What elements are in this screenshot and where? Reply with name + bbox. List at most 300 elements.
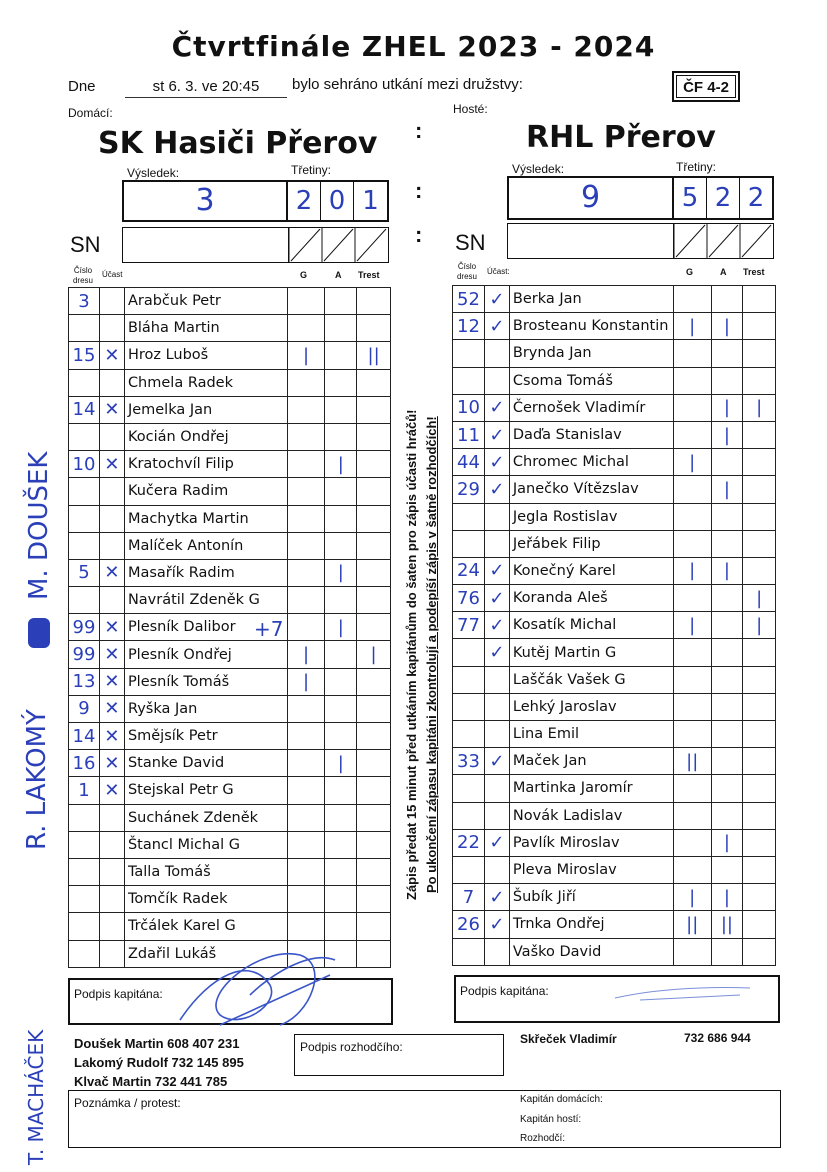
- home-score: 3: [124, 182, 288, 220]
- player-assists: [711, 530, 743, 557]
- player-name: Stejskal Petr G: [124, 777, 287, 804]
- referee-sign-box: [294, 1034, 504, 1076]
- player-name: Kučera Radim: [124, 478, 287, 505]
- player-name: Malíček Antonín: [124, 532, 287, 559]
- player-number: 5: [69, 559, 100, 586]
- home-player-row: [69, 288, 391, 315]
- player-attendance: ✓: [484, 612, 509, 639]
- colon-3: :: [415, 222, 423, 247]
- player-penalties: [357, 532, 391, 559]
- home-player-row: [69, 451, 391, 478]
- player-goals: [673, 802, 711, 829]
- player-attendance: ✓: [484, 884, 509, 911]
- away-player-row: [453, 503, 776, 530]
- referee-label: Rozhodčí:: [520, 1133, 566, 1144]
- player-assists: [711, 449, 743, 476]
- player-penalties: [743, 367, 776, 394]
- series-box: [672, 71, 740, 102]
- player-number: 10: [69, 451, 100, 478]
- player-assists: [325, 315, 357, 342]
- away-col-a: A: [720, 267, 727, 277]
- player-attendance: [99, 940, 124, 967]
- away-player-row: [453, 775, 776, 802]
- player-number: 14: [69, 723, 100, 750]
- player-attendance: ✕: [99, 342, 124, 369]
- player-number: [453, 530, 485, 557]
- player-penalties: [357, 478, 391, 505]
- player-penalties: [357, 423, 391, 450]
- player-name: Lehký Jaroslav: [509, 693, 673, 720]
- player-assists: [325, 831, 357, 858]
- player-goals: [673, 693, 711, 720]
- player-number: 9: [69, 695, 100, 722]
- player-name: Vaško David: [509, 938, 673, 965]
- player-penalties: [357, 723, 391, 750]
- player-goals: [287, 532, 325, 559]
- away-col-attend: Účast:: [487, 267, 510, 276]
- player-assists: [325, 723, 357, 750]
- player-goals: [673, 856, 711, 883]
- home-team-name: SK Hasiči Přerov: [98, 126, 378, 161]
- player-goals: [673, 286, 711, 313]
- player-attendance: ✓: [484, 476, 509, 503]
- away-sn-box: [507, 223, 774, 259]
- date-label: Dne: [68, 78, 96, 95]
- player-penalties: [743, 938, 776, 965]
- player-name: Pavlík Miroslav: [509, 829, 673, 856]
- colon-2: :: [415, 178, 423, 203]
- player-assists: |: [711, 313, 743, 340]
- away-player-row: [453, 394, 776, 421]
- colon-1: :: [415, 118, 423, 143]
- page-title: Čtvrtfinále ZHEL 2023 - 2024: [171, 30, 656, 63]
- player-penalties: [357, 587, 391, 614]
- home-player-row: [69, 587, 391, 614]
- player-number: 14: [69, 396, 100, 423]
- player-name: Janečko Vítězslav: [509, 476, 673, 503]
- player-attendance: ✓: [484, 911, 509, 938]
- player-penalties: [743, 748, 776, 775]
- player-penalties: [357, 858, 391, 885]
- player-goals: [673, 639, 711, 666]
- home-col-g: G: [300, 270, 308, 280]
- player-attendance: ✕: [99, 614, 124, 641]
- player-name: Bláha Martin: [124, 315, 287, 342]
- player-number: 3: [69, 288, 100, 315]
- player-number: [69, 804, 100, 831]
- player-penalties: [743, 721, 776, 748]
- referee-sign-label: Podpis rozhodčího:: [300, 1040, 403, 1054]
- player-attendance: [484, 802, 509, 829]
- player-number: [453, 938, 485, 965]
- away-player-row: [453, 286, 776, 313]
- player-attendance: [99, 886, 124, 913]
- player-assists: [711, 585, 743, 612]
- player-penalties: [357, 369, 391, 396]
- player-number: [453, 666, 485, 693]
- player-goals: [287, 478, 325, 505]
- player-attendance: [484, 340, 509, 367]
- margin-note-machacek: T. MACHÁČEK: [24, 1029, 48, 1165]
- player-number: 77: [453, 612, 485, 639]
- home-player-row: [69, 369, 391, 396]
- player-attendance: [99, 288, 124, 315]
- player-number: [69, 369, 100, 396]
- center-note-1: Zápis předat 15 minut před utkáním kapitánům do šaten pro zápis účasti hráčů!: [404, 409, 419, 900]
- away-player-row: [453, 449, 776, 476]
- player-attendance: [484, 775, 509, 802]
- player-goals: [673, 775, 711, 802]
- player-assists: ||: [711, 911, 743, 938]
- away-col-number: Číslo dresu: [456, 262, 477, 281]
- player-goals: |: [673, 557, 711, 584]
- player-penalties: [357, 668, 391, 695]
- player-attendance: ✕: [99, 750, 124, 777]
- player-assists: [325, 532, 357, 559]
- player-name: Ryška Jan: [124, 695, 287, 722]
- player-attendance: [99, 858, 124, 885]
- away-player-row: [453, 802, 776, 829]
- home-player-row: [69, 858, 391, 885]
- player-name: Zdařil Lukáš: [124, 940, 287, 967]
- player-goals: [673, 394, 711, 421]
- player-assists: [711, 775, 743, 802]
- away-player-row: [453, 639, 776, 666]
- player-assists: [711, 802, 743, 829]
- player-goals: [287, 369, 325, 396]
- player-number: 22: [453, 829, 485, 856]
- player-attendance: [99, 804, 124, 831]
- player-assists: [325, 858, 357, 885]
- player-attendance: [484, 666, 509, 693]
- away-player-row: [453, 693, 776, 720]
- home-sn-strikes: [289, 228, 388, 262]
- player-attendance: ✓: [484, 286, 509, 313]
- player-attendance: ✓: [484, 394, 509, 421]
- player-assists: [711, 340, 743, 367]
- home-result-label: Výsledek:: [127, 166, 180, 180]
- player-penalties: [357, 804, 391, 831]
- player-attendance: [484, 367, 509, 394]
- player-number: 24: [453, 557, 485, 584]
- player-goals: [287, 886, 325, 913]
- player-assists: [711, 286, 743, 313]
- player-penalties: |: [357, 641, 391, 668]
- player-assists: |: [325, 614, 357, 641]
- player-goals: [673, 530, 711, 557]
- player-assists: [711, 938, 743, 965]
- player-assists: [325, 288, 357, 315]
- player-number: [69, 478, 100, 505]
- away-roster-table: [452, 285, 776, 966]
- player-name: Suchánek Zdeněk: [124, 804, 287, 831]
- player-name: Jemelka Jan: [124, 396, 287, 423]
- player-name: Kosatík Michal: [509, 612, 673, 639]
- player-assists: [711, 367, 743, 394]
- player-penalties: [743, 313, 776, 340]
- player-goals: [287, 695, 325, 722]
- away-label: Hosté:: [453, 102, 488, 116]
- home-player-row: [69, 831, 391, 858]
- player-number: [453, 775, 485, 802]
- player-goals: |: [673, 612, 711, 639]
- away-player-row: [453, 666, 776, 693]
- player-assists: [711, 612, 743, 639]
- player-goals: [287, 831, 325, 858]
- player-attendance: [99, 913, 124, 940]
- away-player-row: [453, 557, 776, 584]
- player-name: Plesník Dalibor: [124, 614, 287, 641]
- away-captain-signature: [610, 980, 760, 1005]
- player-number: [453, 802, 485, 829]
- player-penalties: [357, 396, 391, 423]
- home-captain-signature: [160, 935, 350, 1035]
- away-player-row: [453, 476, 776, 503]
- contact-3: Klvač Martin 732 441 785: [74, 1074, 228, 1089]
- player-goals: [287, 723, 325, 750]
- player-number: [453, 367, 485, 394]
- player-name: Konečný Karel: [509, 557, 673, 584]
- player-goals: |: [673, 313, 711, 340]
- away-player-row: [453, 721, 776, 748]
- player-penalties: [743, 639, 776, 666]
- home-captain-sign-label: Podpis kapitána:: [74, 987, 163, 1001]
- player-name: Černošek Vladimír: [509, 394, 673, 421]
- player-attendance: ✕: [99, 668, 124, 695]
- away-player-row: [453, 340, 776, 367]
- player-goals: |: [287, 641, 325, 668]
- player-attendance: ✕: [99, 451, 124, 478]
- player-penalties: [743, 693, 776, 720]
- note-label: Poznámka / protest:: [74, 1096, 181, 1110]
- margin-note-dousek: M. DOUŠEK: [24, 451, 54, 600]
- away-player-row: [453, 938, 776, 965]
- player-number: [453, 856, 485, 883]
- home-sn-box: [122, 227, 389, 263]
- player-assists: |: [711, 476, 743, 503]
- player-penalties: [743, 856, 776, 883]
- player-number: 16: [69, 750, 100, 777]
- player-goals: [287, 451, 325, 478]
- player-penalties: [743, 503, 776, 530]
- player-penalties: [357, 750, 391, 777]
- player-assists: |: [711, 394, 743, 421]
- player-number: 99: [69, 641, 100, 668]
- home-player-row: [69, 804, 391, 831]
- contacts-block: [74, 1034, 244, 1091]
- home-player-row: [69, 505, 391, 532]
- player-assists: [325, 668, 357, 695]
- player-goals: [287, 423, 325, 450]
- player-number: 52: [453, 286, 485, 313]
- referee-name: Skřeček Vladimír: [520, 1032, 617, 1046]
- player-goals: [673, 829, 711, 856]
- player-assists: |: [711, 421, 743, 448]
- player-number: 26: [453, 911, 485, 938]
- away-player-row: [453, 313, 776, 340]
- player-attendance: [99, 505, 124, 532]
- player-goals: [287, 396, 325, 423]
- player-attendance: [484, 693, 509, 720]
- player-name: Martinka Jaromír: [509, 775, 673, 802]
- player-number: 44: [453, 449, 485, 476]
- player-name: Csoma Tomáš: [509, 367, 673, 394]
- player-assists: [711, 693, 743, 720]
- away-player-row: [453, 421, 776, 448]
- player-goals: [287, 777, 325, 804]
- away-player-row: [453, 884, 776, 911]
- away-period-1: 5: [674, 178, 707, 218]
- player-attendance: ✓: [484, 449, 509, 476]
- player-goals: [673, 666, 711, 693]
- player-name: Štancl Michal G: [124, 831, 287, 858]
- player-penalties: [357, 451, 391, 478]
- player-penalties: [743, 557, 776, 584]
- player-name: Brosteanu Konstantin: [509, 313, 673, 340]
- player-penalties: [357, 940, 391, 967]
- away-score-box: [507, 176, 774, 220]
- player-goals: |: [287, 668, 325, 695]
- player-assists: |: [325, 451, 357, 478]
- player-name: Plesník Tomáš: [124, 668, 287, 695]
- away-player-row: [453, 748, 776, 775]
- home-player-row: [69, 695, 391, 722]
- player-name: Lina Emil: [509, 721, 673, 748]
- away-sn-label: SN: [455, 230, 486, 255]
- player-attendance: [99, 532, 124, 559]
- player-attendance: ✕: [99, 695, 124, 722]
- player-goals: [287, 559, 325, 586]
- player-attendance: ✕: [99, 641, 124, 668]
- away-sn-strikes: [674, 224, 773, 258]
- player-name: Masařík Radim: [124, 559, 287, 586]
- home-col-number: Číslo dresu: [72, 266, 93, 285]
- player-name: Chmela Radek: [124, 369, 287, 396]
- away-player-row: [453, 612, 776, 639]
- player-penalties: [743, 884, 776, 911]
- player-assists: |: [325, 559, 357, 586]
- home-player-row: [69, 342, 391, 369]
- player-goals: [287, 315, 325, 342]
- contact-2: Lakomý Rudolf 732 145 895: [74, 1055, 244, 1070]
- player-attendance: ✕: [99, 396, 124, 423]
- player-name: Tomčík Radek: [124, 886, 287, 913]
- home-player-row: [69, 641, 391, 668]
- player-attendance: [484, 856, 509, 883]
- home-player-row: [69, 723, 391, 750]
- player-goals: [673, 367, 711, 394]
- player-name: Novák Ladislav: [509, 802, 673, 829]
- player-number: 10: [453, 394, 485, 421]
- player-goals: ||: [673, 748, 711, 775]
- player-name: Jegla Rostislav: [509, 503, 673, 530]
- player-penalties: |: [743, 585, 776, 612]
- player-number: 76: [453, 585, 485, 612]
- player-assists: [325, 478, 357, 505]
- player-penalties: [743, 829, 776, 856]
- captain-home-label: Kapitán domácích:: [520, 1094, 603, 1105]
- player-goals: [673, 585, 711, 612]
- player-name: Navrátil Zdeněk G: [124, 587, 287, 614]
- player-goals: |: [673, 884, 711, 911]
- player-assists: [711, 721, 743, 748]
- player-penalties: [357, 559, 391, 586]
- player-penalties: [743, 911, 776, 938]
- away-result-label: Výsledek:: [512, 162, 565, 176]
- player-assists: |: [711, 884, 743, 911]
- player-number: 99: [69, 614, 100, 641]
- series-code: ČF 4-2: [676, 75, 736, 98]
- home-col-a: A: [335, 270, 342, 280]
- home-player-row: [69, 396, 391, 423]
- player-attendance: ✓: [484, 585, 509, 612]
- player-name: Brynda Jan: [509, 340, 673, 367]
- player-number: 13: [69, 668, 100, 695]
- home-score-box: [122, 180, 389, 222]
- player-goals: [287, 614, 325, 641]
- player-number: 1: [69, 777, 100, 804]
- player-name: Plesník Ondřej: [124, 641, 287, 668]
- player-penalties: [357, 315, 391, 342]
- captain-away-label: Kapitán hostí:: [520, 1114, 582, 1125]
- player-penalties: [743, 286, 776, 313]
- center-note-2: Po ukončení zápasu kapitáni zkontrolují a podepíší zápis v šatně rozhodčích!: [424, 416, 439, 893]
- home-col-pen: Trest: [358, 270, 380, 280]
- home-periods-label: Třetiny:: [291, 163, 332, 177]
- player-assists: [711, 639, 743, 666]
- home-period-1: 2: [288, 182, 321, 220]
- player-attendance: [99, 831, 124, 858]
- home-player-row: [69, 559, 391, 586]
- player-penalties: [357, 886, 391, 913]
- player-attendance: [484, 721, 509, 748]
- home-roster-table: [68, 287, 391, 968]
- player-number: [453, 693, 485, 720]
- player-name: Smějsík Petr: [124, 723, 287, 750]
- home-player-row: [69, 478, 391, 505]
- note-box: [68, 1090, 781, 1148]
- player-name: Chromec Michal: [509, 449, 673, 476]
- player-penalties: |: [743, 612, 776, 639]
- date-value: st 6. 3. ve 20:45: [125, 78, 287, 98]
- player-number: [69, 587, 100, 614]
- player-number: [69, 532, 100, 559]
- away-player-row: [453, 911, 776, 938]
- player-penalties: ||: [357, 342, 391, 369]
- player-name: Kocián Ondřej: [124, 423, 287, 450]
- away-team-name: RHL Přerov: [526, 120, 716, 155]
- home-col-attend: Účast: [102, 270, 123, 279]
- player-number: 29: [453, 476, 485, 503]
- player-penalties: [357, 831, 391, 858]
- player-number: [69, 886, 100, 913]
- home-sn-label: SN: [70, 232, 101, 257]
- player-penalties: [357, 695, 391, 722]
- home-label: Domácí:: [68, 106, 113, 120]
- player-goals: [673, 421, 711, 448]
- player-assists: [711, 856, 743, 883]
- player-penalties: [357, 777, 391, 804]
- player-number: [69, 913, 100, 940]
- player-penalties: [743, 421, 776, 448]
- player-number: 12: [453, 313, 485, 340]
- player-penalties: [743, 775, 776, 802]
- away-player-row: [453, 367, 776, 394]
- home-player-row: [69, 777, 391, 804]
- player-attendance: [99, 587, 124, 614]
- player-number: 33: [453, 748, 485, 775]
- away-player-row: [453, 530, 776, 557]
